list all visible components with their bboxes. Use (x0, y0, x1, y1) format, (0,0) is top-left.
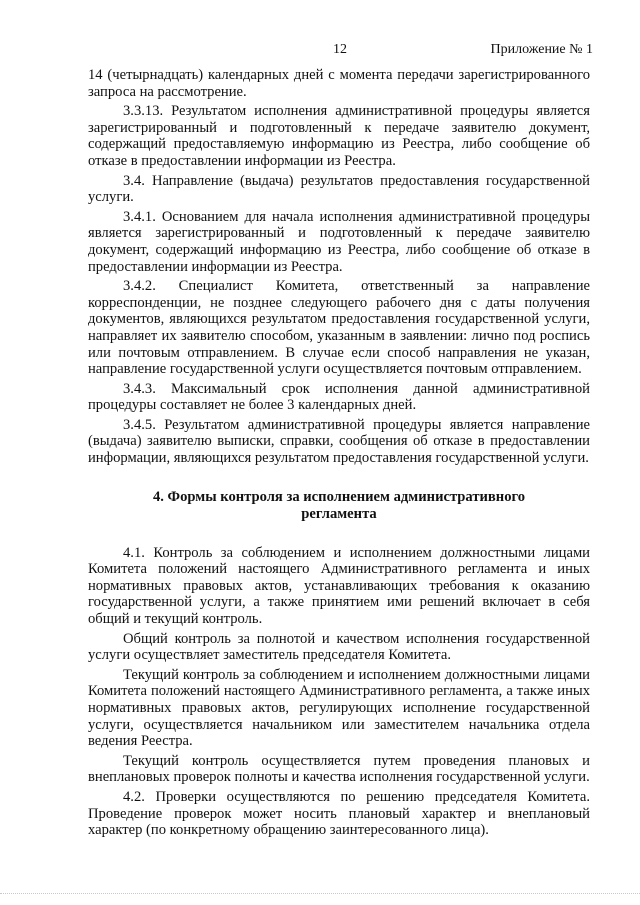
appendix-label: Приложение № 1 (490, 42, 593, 57)
paragraph: 4.1. Контроль за соблюдением и исполнением должностными лицами Комитета положений настоящего Административного регламента и иных нормативных правовых актов, устанавливающих требования к оказанию государственной услуги, а также принятием ими решений включает в себя общий и текущий контроль. (88, 544, 590, 628)
page-number: 12 (333, 42, 347, 57)
paragraph: Текущий контроль за соблюдением и исполнением должностными лицами Комитета положений настоящего Административного регламента, а также иных нормативных правовых актов, регулирующих исполнение государственной услуги, осуществляется начальником или заместителем начальника отдела ведения Реестра. (88, 666, 590, 750)
document-body (88, 67, 590, 842)
paragraph: 3.4. Направление (выдача) результатов предоставления государственной услуги. (88, 172, 590, 206)
paragraph: Общий контроль за полнотой и качеством исполнения государственной услуги осуществляет заместитель председателя Комитета. (88, 630, 590, 664)
section-heading: 4. Формы контроля за исполнением административного регламента (152, 488, 526, 522)
paragraph: 3.4.1. Основанием для начала исполнения административной процедуры является зарегистрированный и подготовленный к передаче заявителю документ, содержащий информацию из Реестра, либо сообщение об отказе в предоставлении информации из Реестра. (88, 208, 590, 275)
paragraph: 3.3.13. Результатом исполнения административной процедуры является зарегистрированный и подготовленный к передаче заявителю документ, содержащий предоставляемую информацию из Реестра, либо сообщение об отказе в предоставлении информации из Реестра. (88, 103, 590, 169)
scan-artifact-line (0, 893, 640, 896)
paragraph: 3.4.3. Максимальный срок исполнения данной административной процедуры составляет не более 3 календарных дней. (88, 380, 590, 414)
paragraph: Текущий контроль осуществляется путем проведения плановых и внеплановых проверок полноты и качества исполнения государственной услуги. (88, 752, 590, 786)
paragraph: 14 (четырнадцать) календарных дней с момента передачи зарегистрированного запроса на рассмотрение. (88, 67, 590, 100)
paragraph: 4.2. Проверки осуществляются по решению председателя Комитета. Проведение проверок может носить плановый характер и внеплановый характер (по конкретному обращению заинтересованного лица). (88, 788, 590, 839)
paragraph: 3.4.2. Специалист Комитета, ответственный за направление корреспонденции, не позднее следующего рабочего дня с даты получения документов, являющихся результатом предоставления государственной услуги, направляет их заявителю способом, указанным в заявлении: лично под роспись или почтовым отправлением. В случае если способ направления не указан, направление государственной услуги осуществляется почтовым отправлением. (88, 278, 590, 378)
paragraph: 3.4.5. Результатом административной процедуры является направление (выдача) заявителю выписки, справки, сообщения об отказе в предоставлении информации, являющихся результатом предоставления государственной услуги. (88, 416, 590, 467)
page-header (0, 42, 640, 62)
